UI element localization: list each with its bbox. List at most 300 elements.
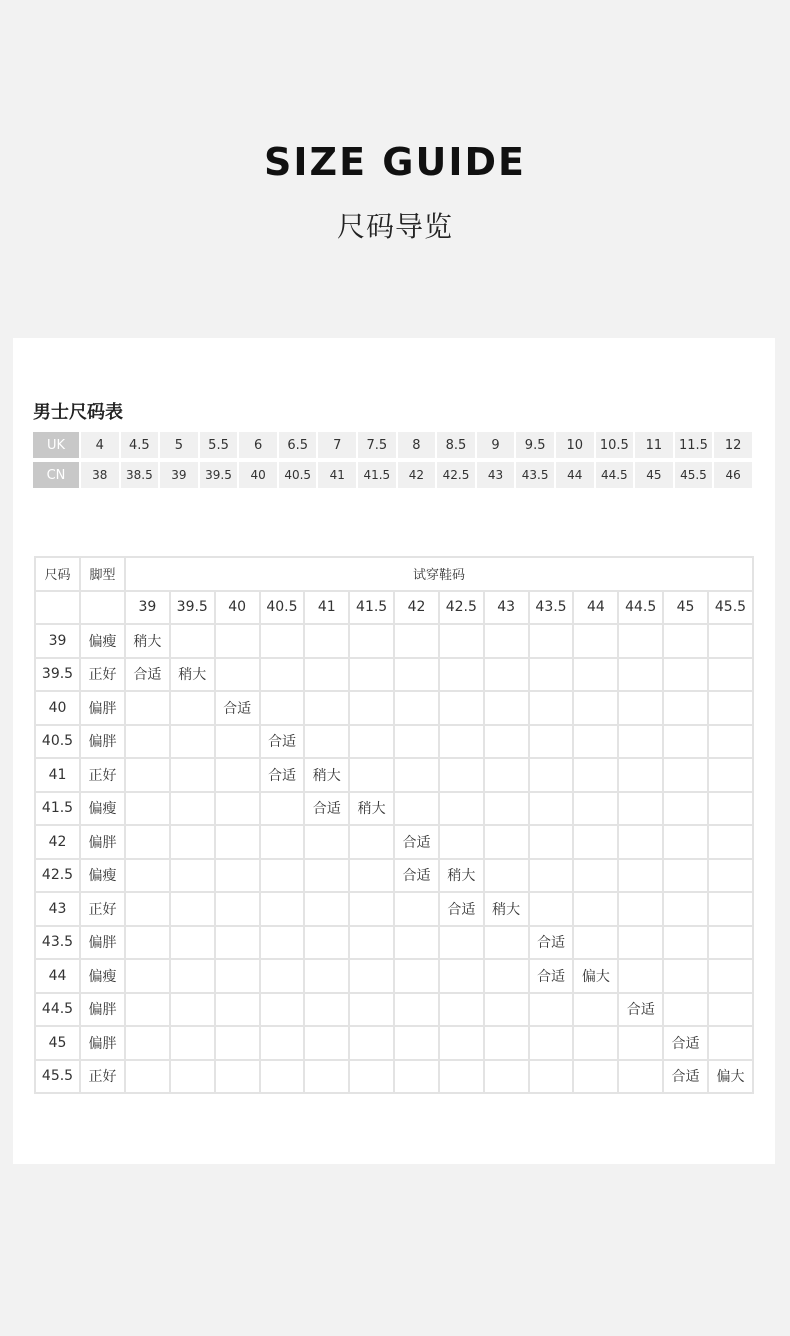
try-size-header-cell: 41.5 xyxy=(349,591,394,625)
uk-size-cell: 5 xyxy=(160,432,200,462)
row-size-cell: 39 xyxy=(35,624,80,658)
cn-size-cell: 41.5 xyxy=(358,462,398,492)
fit-result-cell xyxy=(125,792,170,826)
fit-result-cell xyxy=(439,1060,484,1094)
fit-result-cell xyxy=(484,691,529,725)
uk-size-cell: 11 xyxy=(635,432,675,462)
fit-result-cell xyxy=(529,792,574,826)
fit-result-cell xyxy=(260,892,305,926)
col-foot-header: 脚型 xyxy=(80,557,125,591)
fit-result-cell xyxy=(708,1026,753,1060)
fit-result-cell xyxy=(663,859,708,893)
fit-result-cell xyxy=(215,959,260,993)
uk-size-cell: 7.5 xyxy=(358,432,398,462)
fit-result-cell xyxy=(573,993,618,1027)
blank-cell xyxy=(35,591,80,625)
fit-result-cell xyxy=(349,691,394,725)
cn-label: CN xyxy=(33,462,81,492)
fit-result-cell xyxy=(125,825,170,859)
fit-result-cell xyxy=(170,691,215,725)
fit-result-cell xyxy=(349,725,394,759)
fit-result-cell xyxy=(349,658,394,692)
row-size-cell: 40.5 xyxy=(35,725,80,759)
fit-result-cell xyxy=(304,725,349,759)
row-size-cell: 42 xyxy=(35,825,80,859)
fit-result-cell xyxy=(573,691,618,725)
fit-result-cell xyxy=(708,892,753,926)
fit-result-cell xyxy=(215,792,260,826)
try-size-header-cell: 40 xyxy=(215,591,260,625)
row-size-cell: 40 xyxy=(35,691,80,725)
fit-result-cell xyxy=(484,993,529,1027)
fit-result-cell xyxy=(215,658,260,692)
fit-result-cell: 合适 xyxy=(215,691,260,725)
fit-result-cell xyxy=(618,725,663,759)
fit-result-cell xyxy=(529,691,574,725)
fit-result-cell: 合适 xyxy=(394,859,439,893)
fit-result-cell xyxy=(708,926,753,960)
col-try-header: 试穿鞋码 xyxy=(125,557,753,591)
fit-result-cell xyxy=(170,892,215,926)
fit-result-cell xyxy=(573,792,618,826)
fit-result-cell xyxy=(349,993,394,1027)
uk-size-cell: 6.5 xyxy=(279,432,319,462)
row-size-cell: 43 xyxy=(35,892,80,926)
row-foot-cell: 偏胖 xyxy=(80,993,125,1027)
fit-result-cell xyxy=(170,859,215,893)
table-row xyxy=(35,825,753,859)
row-size-cell: 42.5 xyxy=(35,859,80,893)
fit-result-cell xyxy=(573,1060,618,1094)
fit-result-cell xyxy=(484,758,529,792)
fit-result-cell xyxy=(125,1026,170,1060)
fit-result-cell xyxy=(439,792,484,826)
fit-result-cell xyxy=(304,1026,349,1060)
cn-size-cell: 39 xyxy=(160,462,200,492)
fit-result-cell xyxy=(170,993,215,1027)
uk-cn-conversion-table xyxy=(33,432,754,492)
fit-result-cell: 偏大 xyxy=(708,1060,753,1094)
fit-result-cell xyxy=(484,624,529,658)
table-row xyxy=(35,859,753,893)
fit-result-cell xyxy=(529,859,574,893)
fit-result-cell xyxy=(484,725,529,759)
row-foot-cell: 正好 xyxy=(80,758,125,792)
uk-size-cell: 5.5 xyxy=(200,432,240,462)
fit-result-cell xyxy=(484,926,529,960)
fit-result-cell xyxy=(708,792,753,826)
fit-result-cell xyxy=(394,1026,439,1060)
col-size-header: 尺码 xyxy=(35,557,80,591)
fit-result-cell xyxy=(215,825,260,859)
cn-size-cell: 40 xyxy=(239,462,279,492)
fit-result-cell xyxy=(260,691,305,725)
uk-row xyxy=(33,432,754,462)
try-size-header-cell: 42.5 xyxy=(439,591,484,625)
table-row xyxy=(35,1026,753,1060)
try-size-header-cell: 39 xyxy=(125,591,170,625)
fit-result-cell xyxy=(439,725,484,759)
fit-result-cell xyxy=(304,658,349,692)
fit-result-cell xyxy=(215,1060,260,1094)
fit-result-cell xyxy=(260,1026,305,1060)
row-foot-cell: 偏瘦 xyxy=(80,859,125,893)
fit-result-cell: 合适 xyxy=(529,926,574,960)
fit-result-cell xyxy=(484,859,529,893)
fit-result-cell xyxy=(215,624,260,658)
uk-size-cell: 10 xyxy=(556,432,596,462)
cn-size-cell: 46 xyxy=(714,462,754,492)
fit-result-cell xyxy=(573,658,618,692)
row-size-cell: 45.5 xyxy=(35,1060,80,1094)
fit-result-cell xyxy=(573,624,618,658)
try-size-header-cell: 42 xyxy=(394,591,439,625)
fit-result-cell xyxy=(170,926,215,960)
fit-result-cell xyxy=(125,892,170,926)
fit-result-cell xyxy=(215,926,260,960)
fit-result-cell xyxy=(529,892,574,926)
cn-size-cell: 43.5 xyxy=(516,462,556,492)
fit-result-cell xyxy=(573,892,618,926)
fit-result-cell xyxy=(170,725,215,759)
fit-result-cell xyxy=(215,993,260,1027)
fit-result-cell xyxy=(663,691,708,725)
fit-result-cell xyxy=(529,624,574,658)
fit-result-cell xyxy=(394,691,439,725)
row-foot-cell: 偏瘦 xyxy=(80,959,125,993)
try-size-header-cell: 44.5 xyxy=(618,591,663,625)
row-size-cell: 41 xyxy=(35,758,80,792)
fit-result-cell xyxy=(260,658,305,692)
fit-result-cell xyxy=(663,758,708,792)
fit-result-cell xyxy=(260,825,305,859)
table-row xyxy=(35,993,753,1027)
uk-size-cell: 12 xyxy=(714,432,754,462)
fit-result-cell xyxy=(125,758,170,792)
fit-header-row xyxy=(35,557,753,591)
fit-result-cell xyxy=(260,926,305,960)
fit-result-cell xyxy=(260,792,305,826)
fit-result-cell xyxy=(618,658,663,692)
row-size-cell: 41.5 xyxy=(35,792,80,826)
fit-result-cell xyxy=(170,758,215,792)
try-size-header-cell: 45 xyxy=(663,591,708,625)
fit-result-cell xyxy=(663,624,708,658)
fit-result-cell xyxy=(618,959,663,993)
cn-size-cell: 38 xyxy=(81,462,121,492)
uk-size-cell: 10.5 xyxy=(596,432,636,462)
fit-result-cell xyxy=(529,758,574,792)
try-size-header-cell: 45.5 xyxy=(708,591,753,625)
fit-result-cell xyxy=(349,825,394,859)
fit-result-cell xyxy=(439,926,484,960)
fit-result-cell xyxy=(394,959,439,993)
fit-result-cell xyxy=(529,1026,574,1060)
row-foot-cell: 正好 xyxy=(80,1060,125,1094)
row-foot-cell: 正好 xyxy=(80,658,125,692)
fit-result-cell xyxy=(529,993,574,1027)
fit-result-cell xyxy=(708,624,753,658)
fit-result-cell xyxy=(708,758,753,792)
uk-size-cell: 6 xyxy=(239,432,279,462)
fit-result-cell: 合适 xyxy=(125,658,170,692)
fit-result-cell: 稍大 xyxy=(439,859,484,893)
row-foot-cell: 偏胖 xyxy=(80,926,125,960)
fit-result-cell: 合适 xyxy=(618,993,663,1027)
row-size-cell: 43.5 xyxy=(35,926,80,960)
fit-result-cell xyxy=(394,624,439,658)
fit-result-cell xyxy=(170,1026,215,1060)
table-row xyxy=(35,1060,753,1094)
fit-result-cell: 合适 xyxy=(663,1026,708,1060)
fit-result-cell xyxy=(439,624,484,658)
row-size-cell: 44 xyxy=(35,959,80,993)
uk-size-cell: 8.5 xyxy=(437,432,477,462)
fit-result-cell xyxy=(215,758,260,792)
row-foot-cell: 偏瘦 xyxy=(80,792,125,826)
fit-result-cell: 合适 xyxy=(663,1060,708,1094)
fit-result-cell xyxy=(170,624,215,658)
fit-result-cell xyxy=(439,1026,484,1060)
fit-result-cell xyxy=(529,725,574,759)
row-size-cell: 39.5 xyxy=(35,658,80,692)
uk-size-cell: 11.5 xyxy=(675,432,715,462)
fit-result-cell: 稍大 xyxy=(304,758,349,792)
fit-result-cell xyxy=(170,959,215,993)
fit-result-cell xyxy=(215,892,260,926)
fit-result-cell xyxy=(170,1060,215,1094)
row-foot-cell: 偏瘦 xyxy=(80,624,125,658)
uk-size-cell: 4.5 xyxy=(121,432,161,462)
fit-result-cell xyxy=(304,892,349,926)
fit-result-cell xyxy=(663,892,708,926)
fit-result-cell xyxy=(484,1026,529,1060)
fit-result-cell xyxy=(394,1060,439,1094)
fit-result-cell xyxy=(394,658,439,692)
cn-size-cell: 43 xyxy=(477,462,517,492)
row-foot-cell: 偏胖 xyxy=(80,691,125,725)
fit-result-cell xyxy=(394,892,439,926)
fit-result-cell: 稍大 xyxy=(349,792,394,826)
uk-label: UK xyxy=(33,432,81,462)
page-subtitle: 尺码导览 xyxy=(336,210,453,243)
fit-result-cell xyxy=(618,624,663,658)
fit-result-cell xyxy=(439,691,484,725)
fit-result-cell xyxy=(349,859,394,893)
fit-result-cell xyxy=(260,859,305,893)
uk-size-cell: 9 xyxy=(477,432,517,462)
fit-result-cell xyxy=(439,758,484,792)
fit-result-cell xyxy=(304,859,349,893)
fit-result-cell xyxy=(708,725,753,759)
try-size-header-cell: 41 xyxy=(304,591,349,625)
table-row xyxy=(35,926,753,960)
row-foot-cell: 正好 xyxy=(80,892,125,926)
fit-result-cell xyxy=(439,825,484,859)
fit-result-cell xyxy=(304,926,349,960)
cn-row xyxy=(33,462,754,492)
fit-result-cell xyxy=(573,926,618,960)
uk-size-cell: 8 xyxy=(398,432,438,462)
fit-result-cell xyxy=(304,825,349,859)
fit-result-cell xyxy=(349,1026,394,1060)
fit-result-cell xyxy=(663,792,708,826)
cn-size-cell: 42 xyxy=(398,462,438,492)
fit-result-cell: 合适 xyxy=(304,792,349,826)
fit-result-cell xyxy=(439,658,484,692)
fit-result-cell xyxy=(394,993,439,1027)
fit-result-cell: 合适 xyxy=(260,758,305,792)
fit-result-cell xyxy=(304,691,349,725)
fit-result-cell: 合适 xyxy=(439,892,484,926)
fit-result-cell xyxy=(618,825,663,859)
fit-result-cell xyxy=(394,926,439,960)
fit-result-cell: 合适 xyxy=(529,959,574,993)
fit-result-cell xyxy=(708,691,753,725)
fit-result-cell xyxy=(618,1060,663,1094)
fit-result-cell xyxy=(708,959,753,993)
fit-result-cell: 稍大 xyxy=(170,658,215,692)
fit-result-cell xyxy=(529,658,574,692)
fit-result-cell xyxy=(663,825,708,859)
cn-size-cell: 44.5 xyxy=(596,462,636,492)
row-foot-cell: 偏胖 xyxy=(80,725,125,759)
fit-result-cell xyxy=(304,959,349,993)
fit-result-cell xyxy=(484,658,529,692)
cn-size-cell: 41 xyxy=(318,462,358,492)
fit-result-cell xyxy=(260,1060,305,1094)
fit-result-cell xyxy=(394,758,439,792)
row-foot-cell: 偏胖 xyxy=(80,1026,125,1060)
fit-result-cell xyxy=(215,725,260,759)
cn-size-cell: 44 xyxy=(556,462,596,492)
uk-size-cell: 7 xyxy=(318,432,358,462)
fit-result-cell xyxy=(618,926,663,960)
page-title: SIZE GUIDE xyxy=(264,140,526,184)
fit-result-cell xyxy=(349,1060,394,1094)
fit-result-cell xyxy=(708,859,753,893)
fit-result-cell xyxy=(708,658,753,692)
fit-result-cell xyxy=(484,792,529,826)
fit-result-cell xyxy=(618,892,663,926)
try-sizes-row xyxy=(35,591,753,625)
fit-result-cell xyxy=(484,1060,529,1094)
fit-result-cell xyxy=(394,725,439,759)
fit-result-cell xyxy=(484,959,529,993)
uk-size-cell: 4 xyxy=(81,432,121,462)
fit-result-cell xyxy=(573,758,618,792)
fit-result-cell xyxy=(125,725,170,759)
fit-result-cell xyxy=(708,825,753,859)
fit-result-cell: 稍大 xyxy=(484,892,529,926)
fit-result-cell: 合适 xyxy=(260,725,305,759)
try-size-header-cell: 40.5 xyxy=(260,591,305,625)
fit-result-cell xyxy=(125,859,170,893)
fit-result-cell xyxy=(304,624,349,658)
fit-result-cell xyxy=(304,993,349,1027)
table-row xyxy=(35,624,753,658)
fit-result-cell xyxy=(349,959,394,993)
fit-result-cell xyxy=(125,691,170,725)
fit-result-cell xyxy=(663,658,708,692)
fit-result-cell xyxy=(170,792,215,826)
blank-cell xyxy=(80,591,125,625)
table-row xyxy=(35,892,753,926)
fit-result-cell: 稍大 xyxy=(125,624,170,658)
fit-result-cell xyxy=(439,959,484,993)
fit-result-cell xyxy=(573,725,618,759)
table-row xyxy=(35,792,753,826)
table-row xyxy=(35,658,753,692)
cn-size-cell: 40.5 xyxy=(279,462,319,492)
table-row xyxy=(35,691,753,725)
fit-result-cell xyxy=(439,993,484,1027)
fit-result-cell xyxy=(349,624,394,658)
cn-size-cell: 45.5 xyxy=(675,462,715,492)
try-size-header-cell: 43.5 xyxy=(529,591,574,625)
fit-result-cell xyxy=(349,892,394,926)
fit-result-cell xyxy=(125,993,170,1027)
fit-result-cell xyxy=(484,825,529,859)
fit-result-cell xyxy=(260,959,305,993)
fit-result-cell xyxy=(125,959,170,993)
fit-result-cell xyxy=(573,1026,618,1060)
fit-result-cell xyxy=(573,859,618,893)
try-size-header-cell: 39.5 xyxy=(170,591,215,625)
fit-result-cell xyxy=(663,993,708,1027)
fit-result-cell xyxy=(349,758,394,792)
fit-result-cell xyxy=(125,1060,170,1094)
row-foot-cell: 偏胖 xyxy=(80,825,125,859)
fit-result-cell xyxy=(125,926,170,960)
fit-result-cell: 合适 xyxy=(394,825,439,859)
fit-result-cell xyxy=(349,926,394,960)
table-row xyxy=(35,725,753,759)
fit-result-cell xyxy=(260,624,305,658)
fit-result-cell xyxy=(215,859,260,893)
fit-result-cell: 偏大 xyxy=(573,959,618,993)
fit-result-cell xyxy=(618,758,663,792)
fit-result-cell xyxy=(215,1026,260,1060)
fit-result-cell xyxy=(529,1060,574,1094)
fit-result-cell xyxy=(618,792,663,826)
fit-result-cell xyxy=(663,725,708,759)
fit-result-cell xyxy=(394,792,439,826)
fit-result-cell xyxy=(304,1060,349,1094)
fit-table xyxy=(34,556,754,1094)
fit-result-cell xyxy=(529,825,574,859)
fit-result-cell xyxy=(618,1026,663,1060)
fit-result-cell xyxy=(618,691,663,725)
cn-size-cell: 38.5 xyxy=(121,462,161,492)
row-size-cell: 45 xyxy=(35,1026,80,1060)
fit-result-cell xyxy=(618,859,663,893)
try-size-header-cell: 44 xyxy=(573,591,618,625)
uk-size-cell: 9.5 xyxy=(516,432,556,462)
fit-result-cell xyxy=(170,825,215,859)
row-size-cell: 44.5 xyxy=(35,993,80,1027)
table-row xyxy=(35,959,753,993)
cn-size-cell: 42.5 xyxy=(437,462,477,492)
fit-result-cell xyxy=(663,959,708,993)
fit-result-cell xyxy=(260,993,305,1027)
fit-result-cell xyxy=(663,926,708,960)
size-chart-card xyxy=(13,338,775,1164)
fit-result-cell xyxy=(573,825,618,859)
try-size-header-cell: 43 xyxy=(484,591,529,625)
cn-size-cell: 39.5 xyxy=(200,462,240,492)
fit-result-cell xyxy=(708,993,753,1027)
